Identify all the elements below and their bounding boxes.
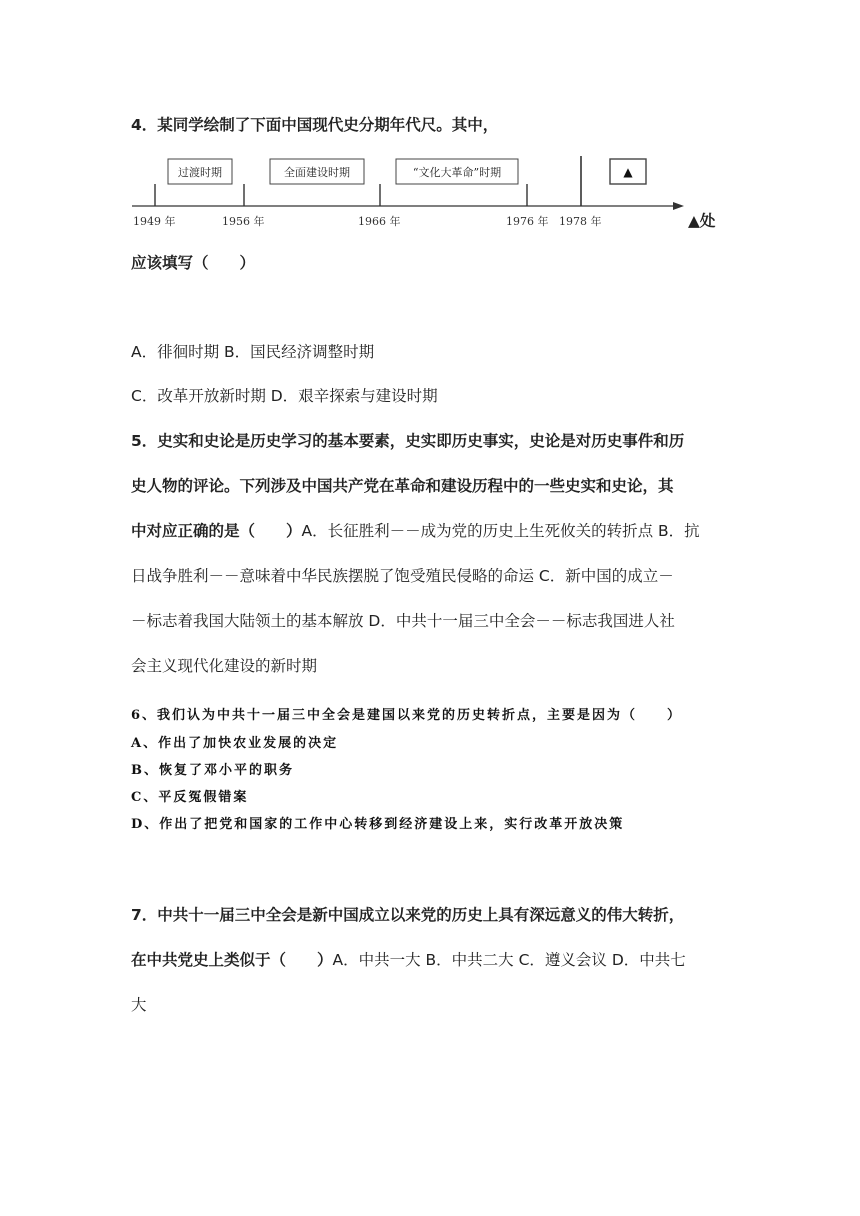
period-label-transition: 过渡时期	[178, 166, 222, 179]
q7-line-3: 大	[131, 996, 147, 1014]
period-label-cultural-revolution: “文化大革命”时期	[412, 166, 502, 179]
q6-stem: 6、我们认为中共十一届三中全会是建国以来党的历史转折点，主要是因为（ ）	[131, 708, 683, 723]
q6-option-b: B、恢复了邓小平的职务	[131, 763, 294, 778]
year-label-1976: 1976 年	[506, 215, 549, 228]
q6-option-d: D、作出了把党和国家的工作中心转移到经济建设上来，实行改革开放决策	[131, 817, 625, 832]
q4-options-line-1: A．徘徊时期 B．国民经济调整时期	[131, 343, 375, 361]
q7-line-1: 7．中共十一届三中全会是新中国成立以来党的历史上具有深远意义的伟大转折，	[131, 906, 685, 924]
q5-line-4: 日战争胜利－－意味着中华民族摆脱了饱受殖民侵略的命运 C．新中国的成立－	[131, 567, 674, 585]
history-timeline	[128, 150, 728, 240]
period-label-unknown: ▲	[623, 165, 633, 179]
year-label-1949: 1949 年	[133, 215, 176, 228]
q7-line-2	[131, 953, 686, 969]
q7-line-2-rest: A．中共一大 B．中共二大 C．遵义会议 D．中共七	[332, 951, 686, 969]
q7-line-2-bold: 在中共党史上类似于（ ）	[131, 951, 333, 969]
q5-line-1: 5．史实和史论是历史学习的基本要素，史实即历史事实，史论是对历史事件和历	[131, 432, 685, 450]
timeline-arrow	[673, 202, 684, 210]
period-label-construction: 全面建设时期	[284, 166, 350, 179]
q4-stem-continued: 应该填写（ ）	[131, 254, 256, 272]
q4-options-line-2: C．改革开放新时期 D．艰辛探索与建设时期	[131, 387, 438, 405]
q4-stem: 4．某同学绘制了下面中国现代史分期年代尺。其中，	[131, 116, 499, 134]
q5-line-2: 史人物的评论。下列涉及中国共产党在革命和建设历程中的一些史实和史论，其	[131, 477, 674, 495]
q6-option-c: C、平反冤假错案	[131, 790, 249, 805]
q6-option-a: A、作出了加快农业发展的决定	[131, 736, 339, 751]
year-label-1956: 1956 年	[222, 215, 265, 228]
q4-tail-marker: ▲处	[688, 212, 716, 230]
year-label-1966: 1966 年	[358, 215, 401, 228]
q5-line-6: 会主义现代化建设的新时期	[131, 657, 318, 675]
year-label-1978: 1978 年	[559, 215, 602, 228]
q5-line-5: －标志着我国大陆领土的基本解放 D．中共十一届三中全会－－标志我国进人社	[131, 612, 675, 630]
q5-line-3-rest: A．长征胜利－－成为党的历史上生死攸关的转折点 B．抗	[301, 522, 700, 540]
q5-line-3-bold: 中对应正确的是（ ）	[131, 522, 302, 540]
q5-line-3	[131, 524, 700, 540]
